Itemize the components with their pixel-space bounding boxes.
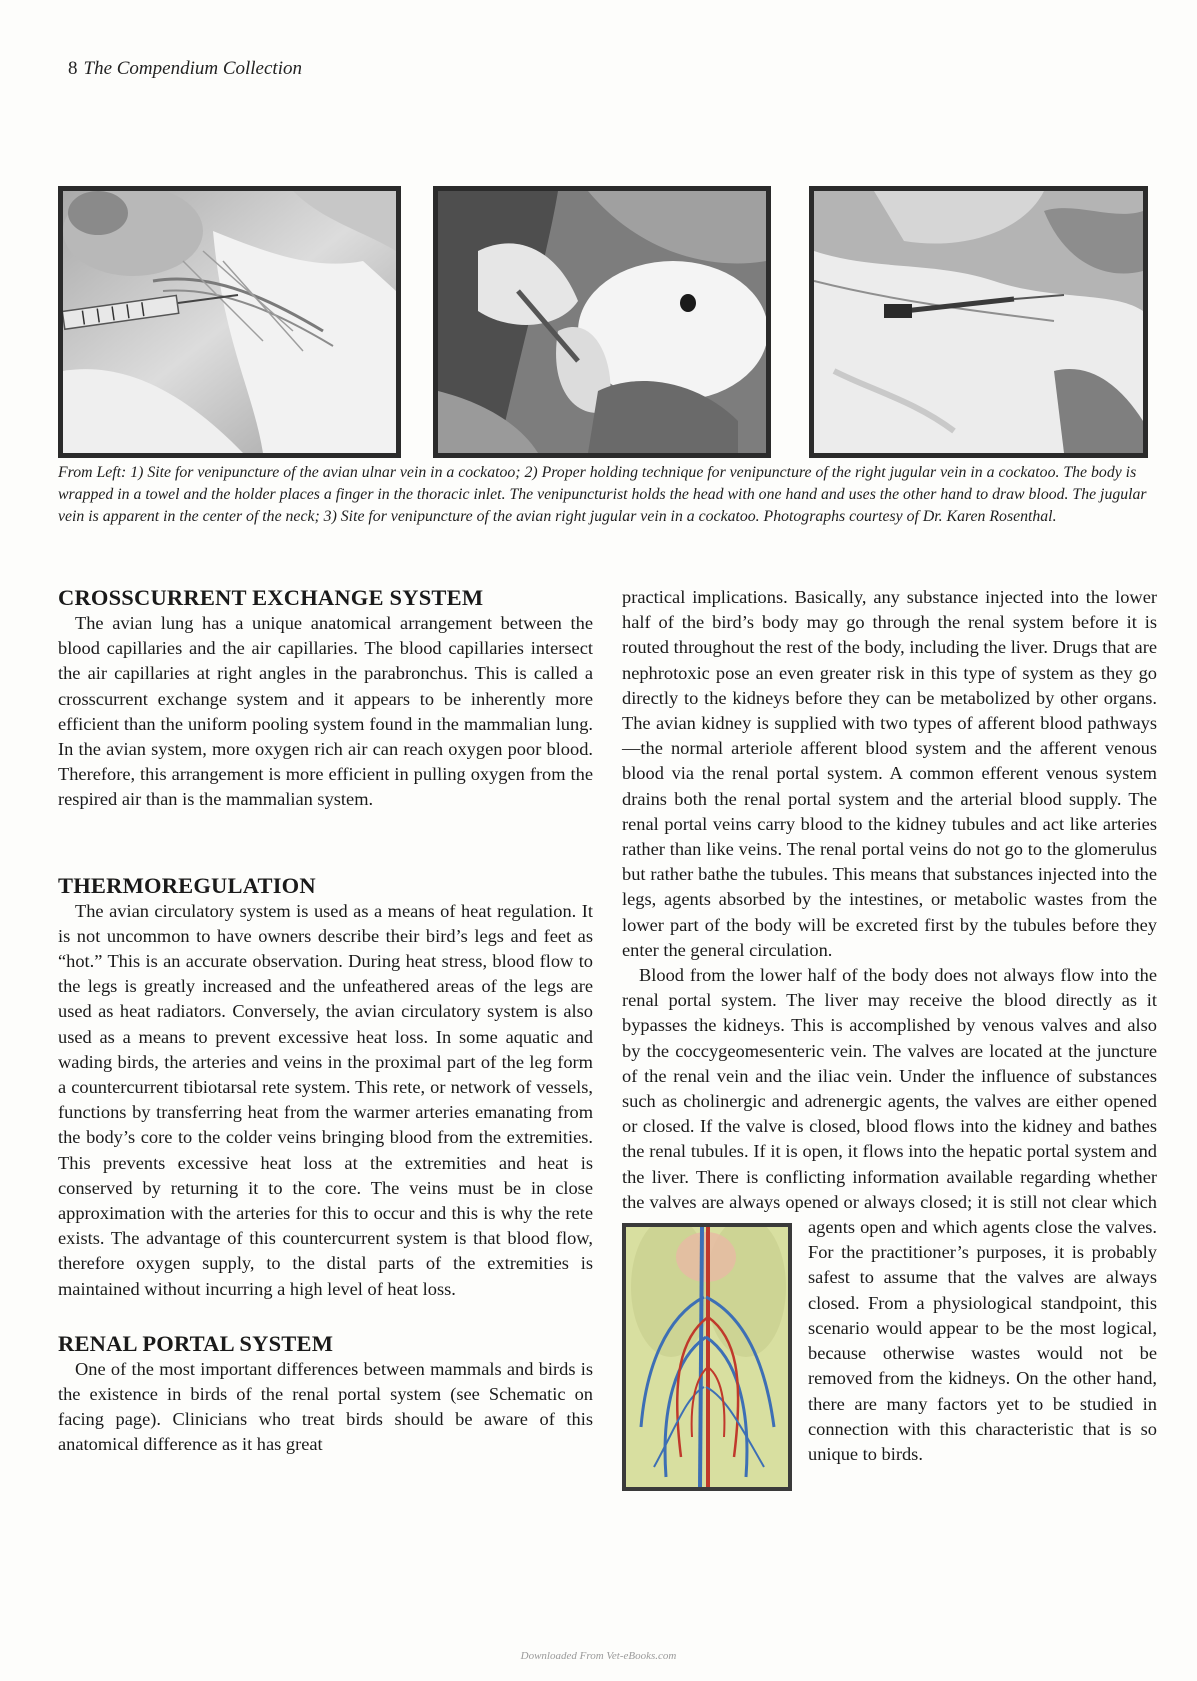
paragraph-crosscurrent: The avian lung has a unique anatomical arrangement between the blood capillaries and the air capillaries. The blood capillaries intersect the air capillaries at right angles in the parabronchus. This is called a crosscurrent exchange system and it appears to be inherently more efficient than the uniform pooling system found in the mammalian lung. In the avian system, more oxygen rich air can reach oxygen poor blood. Therefore, this arrangement is more efficient in pulling oxygen from the respired air than is the mammalian system. <box>58 613 593 810</box>
paragraph-renal-portal-2-part-b: agents close the valves. For the practitioner’s purposes, it is probably safest to assume that the valves are always closed. From a physiological standpoint, this scenario would appear to be the most logical, because otherwise wastes would not be removed from the kidneys. On the other hand, there are many factors yet to be studied in connection with this characteristic that is so unique to birds. <box>808 1217 1157 1464</box>
download-watermark: Downloaded From Vet-eBooks.com <box>520 1650 677 1662</box>
ulnar-vein-venipuncture-photo <box>58 186 401 458</box>
left-column <box>58 585 593 1458</box>
paragraph-thermoregulation: The avian circulatory system is used as a means of heat regulation. It is not uncommon to have owners describe their bird’s legs and feet as “hot.” This is an accurate observation. During heat stress, blood flow to the legs is greatly increased and the unfeathered areas of the legs are used as heat radiators. Conversely, the avian circulatory system is also used as a means to prevent excessive heat loss. In some aquatic and wading birds, the arteries and veins in the proximal part of the leg form a countercurrent tibiotarsal rete system. This rete, or network of vessels, functions by transferring heat from the warmer arteries emanating from the body’s core to the colder veins bringing blood from the extremities. This prevents excessive heat loss at the extremities and heat is conserved by returning it to the core. The veins must be in close approximation with the arteries for this to occur and this is why the rete exists. The advantage of this countercurrent system is that blood flow, therefore oxygen supply, to the distal parts of the extremities is maintained without incurring a high level of heat loss. <box>58 900 593 1299</box>
paragraph-renal-portal-2-part-a: Blood from the lower half of the body does not always flow into the renal portal system. The liver may receive the blood directly as it bypasses the kidneys. This is accomplished by venous valves and also by the coccygeomesenteric vein. The valves are located at the juncture of the renal vein and the iliac vein. Under the influence of substances such as cholinergic and adrenergic agents, the valves are either opened or closed. If the valve is closed, blood flows into the kidney and bathes the renal tubules. If it is open, it flows into the hepatic portal system and the liver. There is conflicting information available regarding whether the valves are always opened or always closed; it is still not clear which agents open and which <box>622 965 1157 1238</box>
paragraph-renal-portal-2 <box>622 963 1157 1467</box>
heading-crosscurrent: CROSSCURRENT EXCHANGE SYSTEM <box>58 585 484 610</box>
heading-renal-portal: RENAL PORTAL SYSTEM <box>58 1330 334 1356</box>
paragraph-renal-portal-1-continued: practical implications. Basically, any substance injected into the lower half of the bird’s body may go through the renal system before it is routed throughout the rest of the body, including the liver. Drugs that are nephrotoxic pose an even greater risk in this type of system as they go directly to the kidneys before they can be metabolized by other organs. The avian kidney is supplied with two types of afferent blood pathways—the normal arteriole afferent blood system and the afferent venous blood via the renal portal system. A common efferent venous system drains both the renal portal system and the arterial blood supply. The renal portal veins carry blood to the kidney tubules and act like arteries rather than like veins. The renal portal veins do not go to the glomerulus but rather bathe the tubules. This means that substances injected into the legs, agents absorbed by the intestines, or metabolic wastes from the lower part of the body will be excreted first by the tubules before they enter the general circulation. <box>622 587 1157 960</box>
figure-caption: From Left: 1) Site for venipuncture of the avian ulnar vein in a cockatoo; 2) Proper holding technique for venipuncture of the right jugular vein in a cockatoo. The body is wrapped in a towel and the holder places a finger in the thoracic inlet. The venipuncturist holds the head with one hand and uses the other hand to draw blood. The jugular vein is apparent in the center of the neck; 3) Site for venipuncture of the avian right jugular vein in a cockatoo. Photographs courtesy of Dr. Karen Rosenthal. <box>58 464 1147 525</box>
holding-technique-photo <box>433 186 771 458</box>
paragraph-renal-portal-1: One of the most important differences between mammals and birds is the existence in birds of the renal portal system (see Schematic on facing page). Clinicians who treat birds should be aware of this anatomical difference as it has great <box>58 1358 593 1455</box>
right-column <box>622 585 1157 1495</box>
book-title: The Compendium Collection <box>83 58 302 79</box>
running-head <box>68 58 302 80</box>
renal-portal-schematic-illustration <box>622 1223 792 1491</box>
page-number: 8 <box>68 58 78 79</box>
heading-thermoregulation: THERMOREGULATION <box>58 872 316 898</box>
jugular-vein-venipuncture-photo <box>809 186 1148 458</box>
